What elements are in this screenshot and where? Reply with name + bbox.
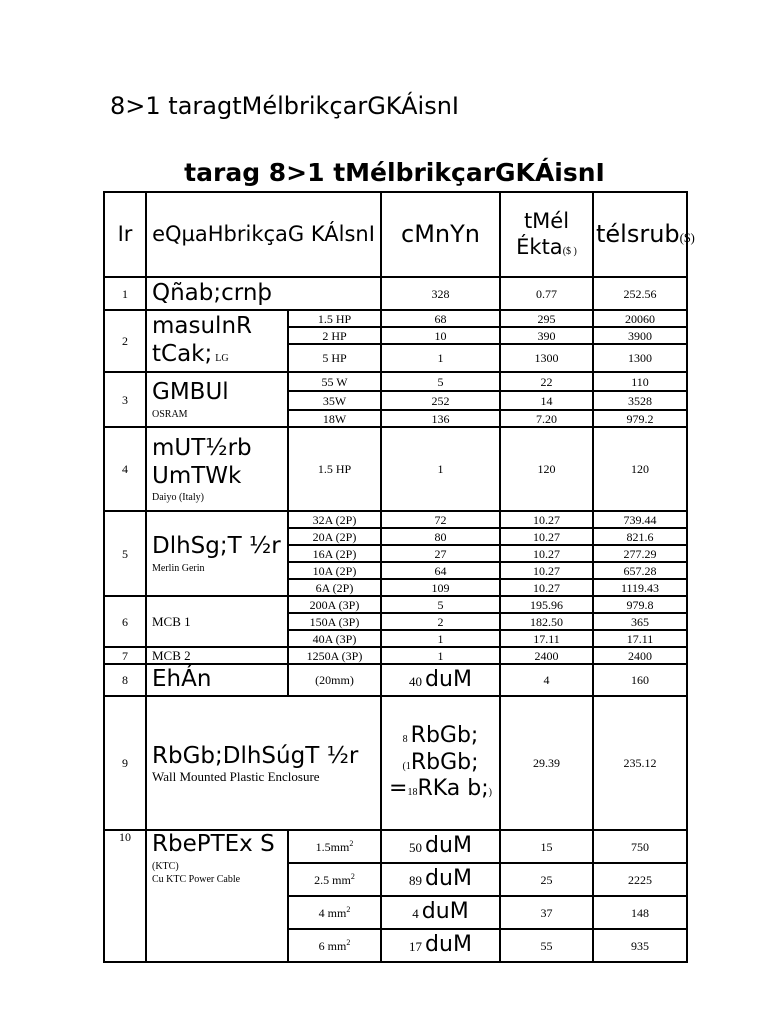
spec-cell: 1.5 HP [288, 427, 381, 511]
row-number: 5 [104, 511, 146, 596]
table-row [104, 372, 687, 391]
total-cell: 120 [593, 427, 687, 511]
spec-cell: 1250A (3P) [288, 647, 381, 664]
total-cell: 160 [593, 664, 687, 696]
spec-cell: 40A (3P) [288, 630, 381, 647]
quantity-cell: 328 [381, 277, 500, 310]
quantity-cell: 64 [381, 562, 500, 579]
total-cell: 235.12 [593, 696, 687, 830]
item-name: mUT½rb UmTWk Daiyo (Italy) [146, 427, 288, 511]
quantity-cell: 17 duM [381, 929, 500, 962]
unit-price-cell: 55 [500, 929, 593, 962]
item-name: RbGb;DlhSúgT ½r Wall Mounted Plastic Enclosure [146, 696, 381, 830]
table-caption: tarag 8>1 tMélbrikçarGKÁisnI [184, 158, 605, 187]
unit-price-cell: 37 [500, 896, 593, 929]
spec-cell: 150A (3P) [288, 613, 381, 630]
spec-cell: 2 HP [288, 327, 381, 344]
quantity-cell: 2 [381, 613, 500, 630]
total-cell: 739.44 [593, 511, 687, 528]
table-row [104, 696, 687, 830]
quantity-cell: 89 duM [381, 863, 500, 896]
table-row [104, 647, 687, 664]
item-name: DlhSg;T ½r Merlin Gerin [146, 511, 288, 596]
unit-price-cell: 120 [500, 427, 593, 511]
item-name: masulnR tCak; LG [146, 310, 288, 372]
item-name: RbePTEx S (KTC) Cu KTC Power Cable [146, 830, 288, 962]
unit-price-cell: 10.27 [500, 579, 593, 596]
spec-cell: 32A (2P) [288, 511, 381, 528]
item-name: MCB 1 [146, 596, 288, 647]
header-qty: cMnYn [381, 192, 500, 277]
table-row [104, 427, 687, 511]
quantity-cell: 80 [381, 528, 500, 545]
quantity-cell: 68 [381, 310, 500, 327]
quantity-cell: 5 [381, 596, 500, 613]
table-row [104, 596, 687, 613]
unit-price-cell: 10.27 [500, 545, 593, 562]
spec-cell: 20A (2P) [288, 528, 381, 545]
total-cell: 750 [593, 830, 687, 863]
table-row [104, 310, 687, 327]
total-cell: 252.56 [593, 277, 687, 310]
spec-cell: 1.5 HP [288, 310, 381, 327]
unit-price-cell: 7.20 [500, 410, 593, 427]
header-unit-price: tMél Ékta($ ) [500, 192, 593, 277]
total-cell: 2400 [593, 647, 687, 664]
unit-price-cell: 2400 [500, 647, 593, 664]
spec-cell: 200A (3P) [288, 596, 381, 613]
total-cell: 821.6 [593, 528, 687, 545]
spec-cell: 2.5 $mm^2$ [288, 863, 381, 896]
quantity-cell: 10 [381, 327, 500, 344]
unit-price-cell: 10.27 [500, 511, 593, 528]
quantity-cell: 72 [381, 511, 500, 528]
quantity-cell: 50 duM [381, 830, 500, 863]
unit-price-cell: 295 [500, 310, 593, 327]
total-cell: 1300 [593, 344, 687, 372]
total-cell: 20060 [593, 310, 687, 327]
row-number: 3 [104, 372, 146, 427]
row-number: 9 [104, 696, 146, 830]
header-equipment: eQµaHbrikçaG KÁlsnI [146, 192, 381, 277]
unit-price-cell: 0.77 [500, 277, 593, 310]
unit-price-cell: 14 [500, 391, 593, 410]
unit-price-cell: 390 [500, 327, 593, 344]
total-cell: 148 [593, 896, 687, 929]
row-number: 6 [104, 596, 146, 647]
section-heading: 8>1 taragtMélbrikçarGKÁisnI [110, 92, 459, 120]
total-cell: 2225 [593, 863, 687, 896]
spec-cell: 6A (2P) [288, 579, 381, 596]
spec-cell: $1.5mm^2$ [288, 830, 381, 863]
table-header-row [104, 192, 687, 277]
quantity-cell: 5 [381, 372, 500, 391]
price-table [103, 191, 695, 963]
total-cell: 17.11 [593, 630, 687, 647]
spec-cell: (20mm) [288, 664, 381, 696]
unit-price-cell: 29.39 [500, 696, 593, 830]
quantity-cell: 8 RbGb; (1RbGb; =18RKa b;) [381, 696, 500, 830]
unit-price-cell: 10.27 [500, 562, 593, 579]
total-cell: 110 [593, 372, 687, 391]
row-number: 1 [104, 277, 146, 310]
unit-price-cell: 25 [500, 863, 593, 896]
row-number: 10 [104, 830, 146, 962]
quantity-cell: 1 [381, 344, 500, 372]
item-name: EhÁn [146, 664, 288, 696]
quantity-cell: 1 [381, 630, 500, 647]
total-cell: 1119.43 [593, 579, 687, 596]
spec-cell: 18W [288, 410, 381, 427]
table-row [104, 830, 687, 863]
total-cell: 979.2 [593, 410, 687, 427]
unit-price-cell: 22 [500, 372, 593, 391]
item-name: GMBUl OSRAM [146, 372, 288, 427]
table-row [104, 664, 687, 696]
quantity-cell: 136 [381, 410, 500, 427]
unit-price-cell: 1300 [500, 344, 593, 372]
table-row [104, 277, 687, 310]
spec-cell: 10A (2P) [288, 562, 381, 579]
unit-price-cell: 15 [500, 830, 593, 863]
header-no: Ir [104, 192, 146, 277]
item-name: MCB 2 [146, 647, 288, 664]
total-cell: 3900 [593, 327, 687, 344]
total-cell: 365 [593, 613, 687, 630]
unit-price-cell: 195.96 [500, 596, 593, 613]
row-number: 4 [104, 427, 146, 511]
total-cell: 935 [593, 929, 687, 962]
item-name: Qñab;crnþ [146, 277, 381, 310]
spec-cell: 5 HP [288, 344, 381, 372]
unit-price-cell: 4 [500, 664, 593, 696]
unit-price-cell: 10.27 [500, 528, 593, 545]
quantity-cell: 1 [381, 647, 500, 664]
unit-price-cell: 182.50 [500, 613, 593, 630]
total-cell: 657.28 [593, 562, 687, 579]
unit-price-cell: 17.11 [500, 630, 593, 647]
quantity-cell: 109 [381, 579, 500, 596]
spec-cell: 35W [288, 391, 381, 410]
row-number: 2 [104, 310, 146, 372]
quantity-cell: 252 [381, 391, 500, 410]
total-cell: 979.8 [593, 596, 687, 613]
spec-cell: 16A (2P) [288, 545, 381, 562]
table-row [104, 511, 687, 528]
total-cell: 277.29 [593, 545, 687, 562]
quantity-cell: 4 duM [381, 896, 500, 929]
total-cell: 3528 [593, 391, 687, 410]
quantity-cell: 27 [381, 545, 500, 562]
spec-cell: 6 $mm^2$ [288, 929, 381, 962]
row-number: 7 [104, 647, 146, 664]
quantity-cell: 40 duM [381, 664, 500, 696]
row-number: 8 [104, 664, 146, 696]
spec-cell: 4 $mm^2$ [288, 896, 381, 929]
header-total: télsrub($) [593, 192, 687, 277]
quantity-cell: 1 [381, 427, 500, 511]
spec-cell: 55 W [288, 372, 381, 391]
